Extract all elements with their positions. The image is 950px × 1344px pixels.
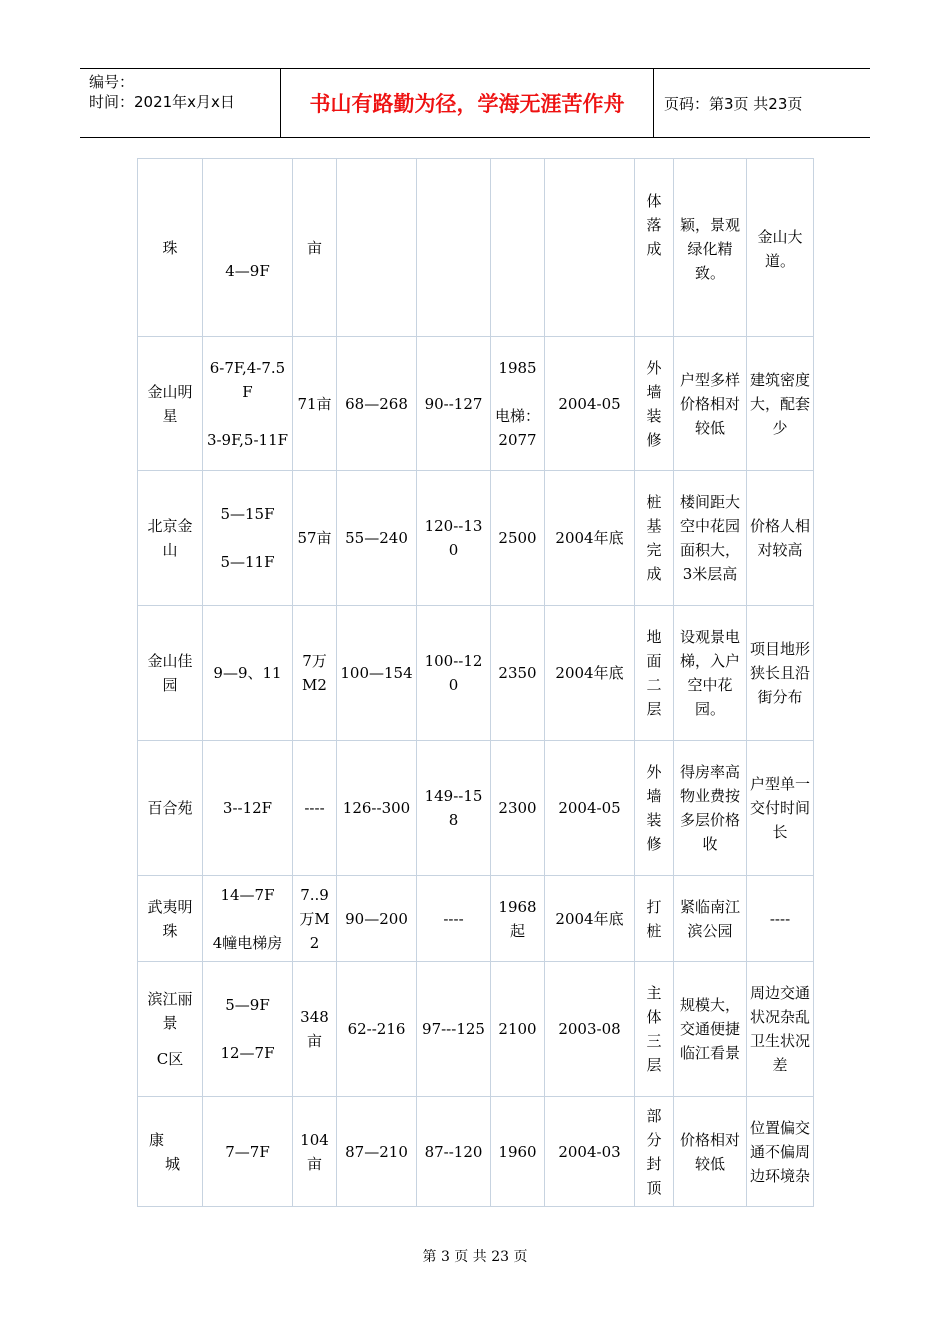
progress-cell: 地面二层 bbox=[635, 606, 674, 741]
ratio-cell: ---- bbox=[417, 876, 491, 962]
unit-size-cell: 126--300 bbox=[337, 741, 417, 876]
floors-cell: 4—9F bbox=[203, 159, 293, 337]
floors-cell: 9—9、11 bbox=[203, 606, 293, 741]
area-cell: 7万M2 bbox=[293, 606, 337, 741]
cons-cell: 金山大道。 bbox=[747, 159, 814, 337]
page-header bbox=[80, 68, 870, 138]
delivery-cell: 2004-05 bbox=[545, 337, 635, 471]
cons-cell: ---- bbox=[747, 876, 814, 962]
project-name-cell: 金山佳园 bbox=[138, 606, 203, 741]
ratio-cell: 97---125 bbox=[417, 962, 491, 1097]
unit-size-cell: 90—200 bbox=[337, 876, 417, 962]
table-row bbox=[138, 471, 814, 606]
header-motto: 书山有路勤为径，学海无涯苦作舟 bbox=[281, 69, 654, 137]
area-cell: 348亩 bbox=[293, 962, 337, 1097]
unit-size-cell: 87—210 bbox=[337, 1097, 417, 1207]
area-cell: 亩 bbox=[293, 159, 337, 337]
unit-size-cell: 62--216 bbox=[337, 962, 417, 1097]
cons-cell: 项目地形狭长且沿街分布 bbox=[747, 606, 814, 741]
cons-cell: 价格人相对较高 bbox=[747, 471, 814, 606]
progress-cell: 打桩 bbox=[635, 876, 674, 962]
property-table bbox=[137, 158, 814, 1207]
pros-cell: 紧临南江滨公园 bbox=[674, 876, 747, 962]
area-cell: 7..9万M2 bbox=[293, 876, 337, 962]
table-row bbox=[138, 606, 814, 741]
floors-cell: 14—7F 4幢电梯房 bbox=[203, 876, 293, 962]
progress-cell: 桩基完成 bbox=[635, 471, 674, 606]
unit-size-cell bbox=[337, 159, 417, 337]
area-cell: 104亩 bbox=[293, 1097, 337, 1207]
ratio-cell: 100--120 bbox=[417, 606, 491, 741]
pros-cell: 设观景电梯，入户空中花园。 bbox=[674, 606, 747, 741]
cons-cell: 建筑密度大，配套少 bbox=[747, 337, 814, 471]
ratio-cell: 87--120 bbox=[417, 1097, 491, 1207]
pros-cell: 户型多样价格相对较低 bbox=[674, 337, 747, 471]
cons-cell: 周边交通状况杂乱卫生状况差 bbox=[747, 962, 814, 1097]
table-row bbox=[138, 876, 814, 962]
pros-cell: 规模大，交通便捷临江看景 bbox=[674, 962, 747, 1097]
pros-cell: 楼间距大空中花园面积大，3米层高 bbox=[674, 471, 747, 606]
table-row bbox=[138, 741, 814, 876]
progress-cell: 外墙装修 bbox=[635, 741, 674, 876]
price-cell: 1985 电梯：2077 bbox=[491, 337, 545, 471]
price-cell: 2300 bbox=[491, 741, 545, 876]
page-footer: 第 3 页 共 23 页 bbox=[422, 1249, 528, 1265]
unit-size-cell: 55—240 bbox=[337, 471, 417, 606]
header-date: 时间：2021年x月x日 bbox=[89, 93, 235, 111]
delivery-cell: 2004年底 bbox=[545, 606, 635, 741]
price-cell: 1968起 bbox=[491, 876, 545, 962]
header-page-number: 页码：第3页 共23页 bbox=[664, 94, 803, 113]
price-cell: 1960 bbox=[491, 1097, 545, 1207]
price-cell: 2100 bbox=[491, 962, 545, 1097]
ratio-cell: 90--127 bbox=[417, 337, 491, 471]
delivery-cell: 2004年底 bbox=[545, 471, 635, 606]
ratio-cell: 149--158 bbox=[417, 741, 491, 876]
table-row bbox=[138, 337, 814, 471]
project-name-cell: 北京金山 bbox=[138, 471, 203, 606]
delivery-cell: 2003-08 bbox=[545, 962, 635, 1097]
cons-cell: 位置偏交通不偏周边环境杂 bbox=[747, 1097, 814, 1207]
price-cell: 2500 bbox=[491, 471, 545, 606]
project-name-cell: 武夷明珠 bbox=[138, 876, 203, 962]
ratio-cell bbox=[417, 159, 491, 337]
project-name-cell: 金山明星 bbox=[138, 337, 203, 471]
header-number: 编号： bbox=[89, 73, 135, 91]
area-cell: ---- bbox=[293, 741, 337, 876]
pros-cell: 得房率高物业费按多层价格收 bbox=[674, 741, 747, 876]
project-name-cell: 珠 bbox=[138, 159, 203, 337]
table-row bbox=[138, 1097, 814, 1207]
delivery-cell: 2004-03 bbox=[545, 1097, 635, 1207]
project-name-cell: 滨江丽景 C区 bbox=[138, 962, 203, 1097]
progress-cell: 体落成 bbox=[635, 159, 674, 337]
delivery-cell bbox=[545, 159, 635, 337]
area-cell: 57亩 bbox=[293, 471, 337, 606]
progress-cell: 部分封顶 bbox=[635, 1097, 674, 1207]
ratio-cell: 120--130 bbox=[417, 471, 491, 606]
pros-cell: 价格相对较低 bbox=[674, 1097, 747, 1207]
floors-cell: 3--12F bbox=[203, 741, 293, 876]
area-cell: 71亩 bbox=[293, 337, 337, 471]
project-name-cell: 百合苑 bbox=[138, 741, 203, 876]
table-row bbox=[138, 159, 814, 337]
unit-size-cell: 100—154 bbox=[337, 606, 417, 741]
floors-cell: 6-7F,4-7.5F 3-9F,5-11F bbox=[203, 337, 293, 471]
table-row bbox=[138, 962, 814, 1097]
header-meta bbox=[80, 69, 281, 137]
floors-cell: 5—9F 12—7F bbox=[203, 962, 293, 1097]
delivery-cell: 2004年底 bbox=[545, 876, 635, 962]
unit-size-cell: 68—268 bbox=[337, 337, 417, 471]
delivery-cell: 2004-05 bbox=[545, 741, 635, 876]
floors-cell: 7—7F bbox=[203, 1097, 293, 1207]
cons-cell: 户型单一交付时间长 bbox=[747, 741, 814, 876]
floors-cell: 5—15F 5—11F bbox=[203, 471, 293, 606]
progress-cell: 外墙装修 bbox=[635, 337, 674, 471]
project-name-cell: 康 城 bbox=[138, 1097, 203, 1207]
progress-cell: 主体三层 bbox=[635, 962, 674, 1097]
price-cell bbox=[491, 159, 545, 337]
price-cell: 2350 bbox=[491, 606, 545, 741]
pros-cell: 颖，景观绿化精致。 bbox=[674, 159, 747, 337]
